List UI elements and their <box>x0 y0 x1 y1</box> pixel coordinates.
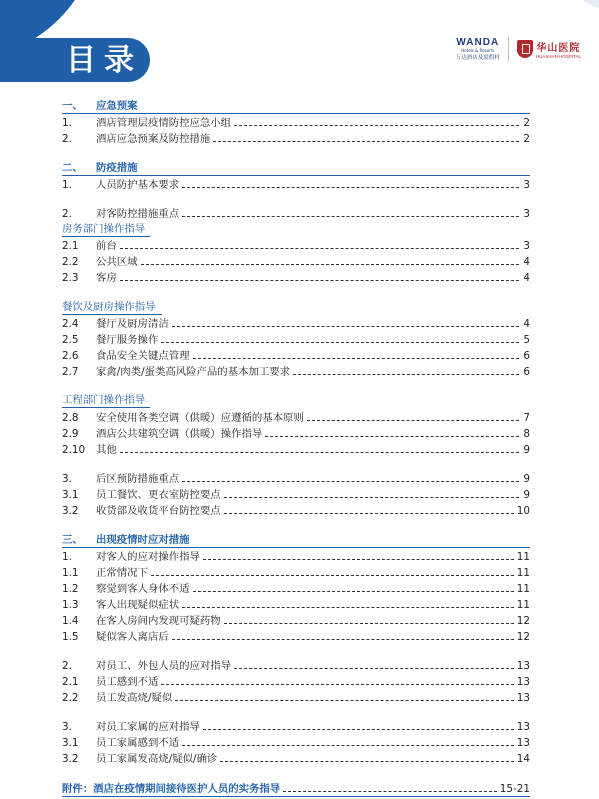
leader-dots <box>265 436 519 437</box>
entry-page: 5 <box>523 334 530 346</box>
entry-title: 察觉到客人身体不适 <box>96 583 190 595</box>
toc-entry[interactable] <box>62 549 530 564</box>
entry-number: 3.1 <box>62 737 79 749</box>
entry-page: 3 <box>523 179 530 191</box>
toc-entry[interactable] <box>62 629 530 644</box>
leader-dots <box>161 342 519 343</box>
entry-page: 12 <box>516 631 530 643</box>
entry-page: 13 <box>516 692 530 704</box>
subsection-title: 工程部门操作指导 <box>62 394 146 406</box>
leader-dots <box>120 280 519 281</box>
wanda-cn: 万达酒店及度假村 <box>455 55 500 61</box>
wanda-sub: Hotels & Resorts <box>461 48 495 53</box>
appendix-title: 附件：酒店在疫情期间接待医护人员的实务指导 <box>62 783 281 795</box>
leader-dots <box>220 761 513 762</box>
entry-page: 11 <box>516 567 530 579</box>
entry-page: 13 <box>516 660 530 672</box>
entry-title: 酒店管理层疫情防控应急小组 <box>96 117 232 129</box>
toc-entry[interactable] <box>62 410 530 425</box>
wanda-logo <box>456 37 500 61</box>
entry-title: 正常情况下 <box>96 567 148 579</box>
toc-entry[interactable] <box>62 735 530 750</box>
entry-page: 12 <box>516 615 530 627</box>
entry-page: 11 <box>516 599 530 611</box>
huashan-cn: 华山医院 <box>536 43 581 54</box>
subsection-heading <box>62 221 150 237</box>
entry-number: 3. <box>62 473 72 485</box>
huashan-logo <box>517 39 581 59</box>
leader-dots <box>224 513 514 514</box>
entry-number: 1.1 <box>62 567 79 579</box>
toc-entry[interactable] <box>62 131 530 146</box>
leader-dots <box>203 729 514 730</box>
entry-number: 1.3 <box>62 599 79 611</box>
section-number: 一、 <box>62 100 83 112</box>
entry-number: 1. <box>62 117 72 129</box>
leader-dots <box>203 559 514 560</box>
entry-page: 4 <box>523 256 530 268</box>
entry-title: 餐厅及厨房清洁 <box>96 318 169 330</box>
entry-title: 后区预防措施重点 <box>96 473 180 485</box>
section-title: 防疫措施 <box>96 162 138 174</box>
entry-number: 2.10 <box>62 444 86 456</box>
entry-title: 对员工家属的应对指导 <box>96 721 200 733</box>
appendix-entry[interactable] <box>62 781 530 797</box>
logo-group <box>456 34 581 64</box>
leader-dots <box>182 216 519 217</box>
entry-number: 1.2 <box>62 583 79 595</box>
entry-page: 13 <box>516 737 530 749</box>
entry-number: 2.3 <box>62 272 79 284</box>
entry-page: 11 <box>516 583 530 595</box>
toc-entry[interactable] <box>62 487 530 502</box>
entry-title: 客房 <box>96 272 117 284</box>
entry-number: 2.9 <box>62 428 79 440</box>
toc-entry[interactable] <box>62 177 530 192</box>
toc-entry[interactable] <box>62 254 530 269</box>
entry-title: 员工感到不适 <box>96 676 159 688</box>
huashan-en: HUASHAN HOSPITAL <box>535 54 581 59</box>
leader-dots <box>182 745 514 746</box>
header-right-shape <box>569 0 599 10</box>
wanda-brand: WANDA <box>456 37 500 48</box>
entry-number: 3.2 <box>62 505 79 517</box>
logo-divider <box>508 37 509 61</box>
entry-number: 3. <box>62 721 72 733</box>
toc-entry[interactable] <box>62 364 530 379</box>
entry-number: 1. <box>62 551 72 563</box>
toc-entry[interactable] <box>62 442 530 457</box>
toc-entry[interactable] <box>62 503 530 518</box>
entry-number: 2.5 <box>62 334 79 346</box>
leader-dots <box>172 326 519 327</box>
entry-title: 酒店应急预案及防控措施 <box>96 133 211 145</box>
entry-title: 安全使用各类空调（供暖）应遵循的基本原则 <box>96 412 304 424</box>
leader-dots <box>224 623 514 624</box>
entry-page: 6 <box>523 350 530 362</box>
subsection-heading <box>62 299 162 315</box>
entry-title: 对员工、外包人员的应对指导 <box>96 660 232 672</box>
toc-entry[interactable] <box>62 316 530 331</box>
entry-title: 在客人房间内发现可疑药物 <box>96 615 221 627</box>
entry-page: 2 <box>523 133 530 145</box>
subsection-title: 房务部门操作指导 <box>62 223 146 235</box>
section-title: 应急预案 <box>96 100 138 112</box>
entry-title: 前台 <box>96 240 117 252</box>
entry-title: 食品安全关键点管理 <box>96 350 190 362</box>
huashan-emblem-icon <box>517 40 533 58</box>
toc-entry[interactable] <box>62 471 530 486</box>
entry-page: 4 <box>523 318 530 330</box>
entry-number: 1.5 <box>62 631 79 643</box>
entry-page: 14 <box>516 753 530 765</box>
entry-number: 1.4 <box>62 615 79 627</box>
subsection-title: 餐饮及厨房操作指导 <box>62 301 156 313</box>
appendix-page: 15-21 <box>499 783 530 795</box>
entry-title: 对客人的应对操作指导 <box>96 551 200 563</box>
entry-page: 9 <box>523 489 530 501</box>
page-title: 目录 <box>66 43 142 78</box>
huashan-text <box>536 39 581 59</box>
entry-title: 收货部及收货平台防控要点 <box>96 505 221 517</box>
entry-page: 9 <box>523 473 530 485</box>
leader-dots <box>172 639 514 640</box>
toc-entry[interactable] <box>62 597 530 612</box>
subsection-heading <box>62 392 150 408</box>
leader-dots <box>161 684 513 685</box>
toc-entry[interactable] <box>62 426 530 441</box>
entry-title: 人员防护基本要求 <box>96 179 180 191</box>
leader-dots <box>193 358 519 359</box>
toc-entry[interactable] <box>62 565 530 580</box>
toc-entry[interactable] <box>62 115 530 130</box>
toc-entry[interactable] <box>62 690 530 705</box>
toc-entry[interactable] <box>62 658 530 673</box>
entry-page: 11 <box>516 551 530 563</box>
section-heading <box>62 98 530 114</box>
leader-dots <box>224 497 519 498</box>
leader-dots <box>182 187 519 188</box>
entry-number: 2.7 <box>62 366 79 378</box>
toc-entry[interactable] <box>62 581 530 596</box>
leader-dots <box>307 420 519 421</box>
entry-page: 13 <box>516 721 530 733</box>
entry-title: 员工家属感到不适 <box>96 737 180 749</box>
entry-number: 2. <box>62 660 72 672</box>
entry-number: 1. <box>62 179 72 191</box>
entry-number: 2.8 <box>62 412 79 424</box>
leader-dots <box>120 248 519 249</box>
leader-dots <box>151 575 514 576</box>
entry-number: 3.1 <box>62 489 79 501</box>
leader-dots <box>182 607 514 608</box>
entry-page: 9 <box>523 444 530 456</box>
leader-dots <box>175 700 514 701</box>
entry-page: 13 <box>516 676 530 688</box>
toc-entry[interactable] <box>62 613 530 628</box>
entry-title: 其他 <box>96 444 117 456</box>
entry-number: 2. <box>62 133 72 145</box>
leader-dots <box>213 141 519 142</box>
entry-number: 3.2 <box>62 753 79 765</box>
leader-dots <box>120 452 519 453</box>
entry-number: 2.6 <box>62 350 79 362</box>
toc-entry[interactable] <box>62 751 530 766</box>
entry-page: 2 <box>523 117 530 129</box>
entry-page: 10 <box>516 505 530 517</box>
section-title: 出现疫情时应对措施 <box>96 534 190 546</box>
leader-dots <box>141 264 519 265</box>
section-number: 三、 <box>62 534 83 546</box>
entry-number: 2.2 <box>62 692 79 704</box>
leader-dots <box>234 668 514 669</box>
entry-title: 疑似客人离店后 <box>96 631 169 643</box>
toc-entry[interactable] <box>62 332 530 347</box>
entry-page: 8 <box>523 428 530 440</box>
entry-title: 员工家属发高烧/疑似/确诊 <box>96 753 218 765</box>
leader-dots <box>293 374 519 375</box>
entry-title: 餐厅服务操作 <box>96 334 159 346</box>
entry-page: 4 <box>523 272 530 284</box>
toc-entry[interactable] <box>62 674 530 689</box>
leader-dots <box>182 481 519 482</box>
leader-dots <box>283 791 497 792</box>
entry-page: 6 <box>523 366 530 378</box>
entry-page: 7 <box>523 412 530 424</box>
leader-dots <box>193 591 514 592</box>
leader-dots <box>234 125 519 126</box>
section-heading <box>62 532 530 548</box>
toc-entry[interactable] <box>62 206 530 221</box>
section-number: 二、 <box>62 162 83 174</box>
entry-title: 酒店公共建筑空调（供暖）操作指导 <box>96 428 263 440</box>
entry-number: 2. <box>62 208 72 220</box>
entry-page: 3 <box>523 240 530 252</box>
entry-page: 3 <box>523 208 530 220</box>
entry-title: 公共区域 <box>96 256 138 268</box>
entry-number: 2.2 <box>62 256 79 268</box>
toc-entry[interactable] <box>62 238 530 253</box>
toc-entry[interactable] <box>62 348 530 363</box>
entry-title: 客人出现疑似症状 <box>96 599 180 611</box>
entry-title: 家禽/肉类/蛋类高风险产品的基本加工要求 <box>96 366 291 378</box>
toc-entry[interactable] <box>62 719 530 734</box>
toc-entry[interactable] <box>62 270 530 285</box>
entry-title: 员工餐饮、更衣室防控要点 <box>96 489 221 501</box>
entry-title: 员工发高烧/疑似 <box>96 692 173 704</box>
entry-number: 2.1 <box>62 676 79 688</box>
section-heading <box>62 160 530 176</box>
entry-number: 2.1 <box>62 240 79 252</box>
entry-title: 对客防控措施重点 <box>96 208 180 220</box>
entry-number: 2.4 <box>62 318 79 330</box>
